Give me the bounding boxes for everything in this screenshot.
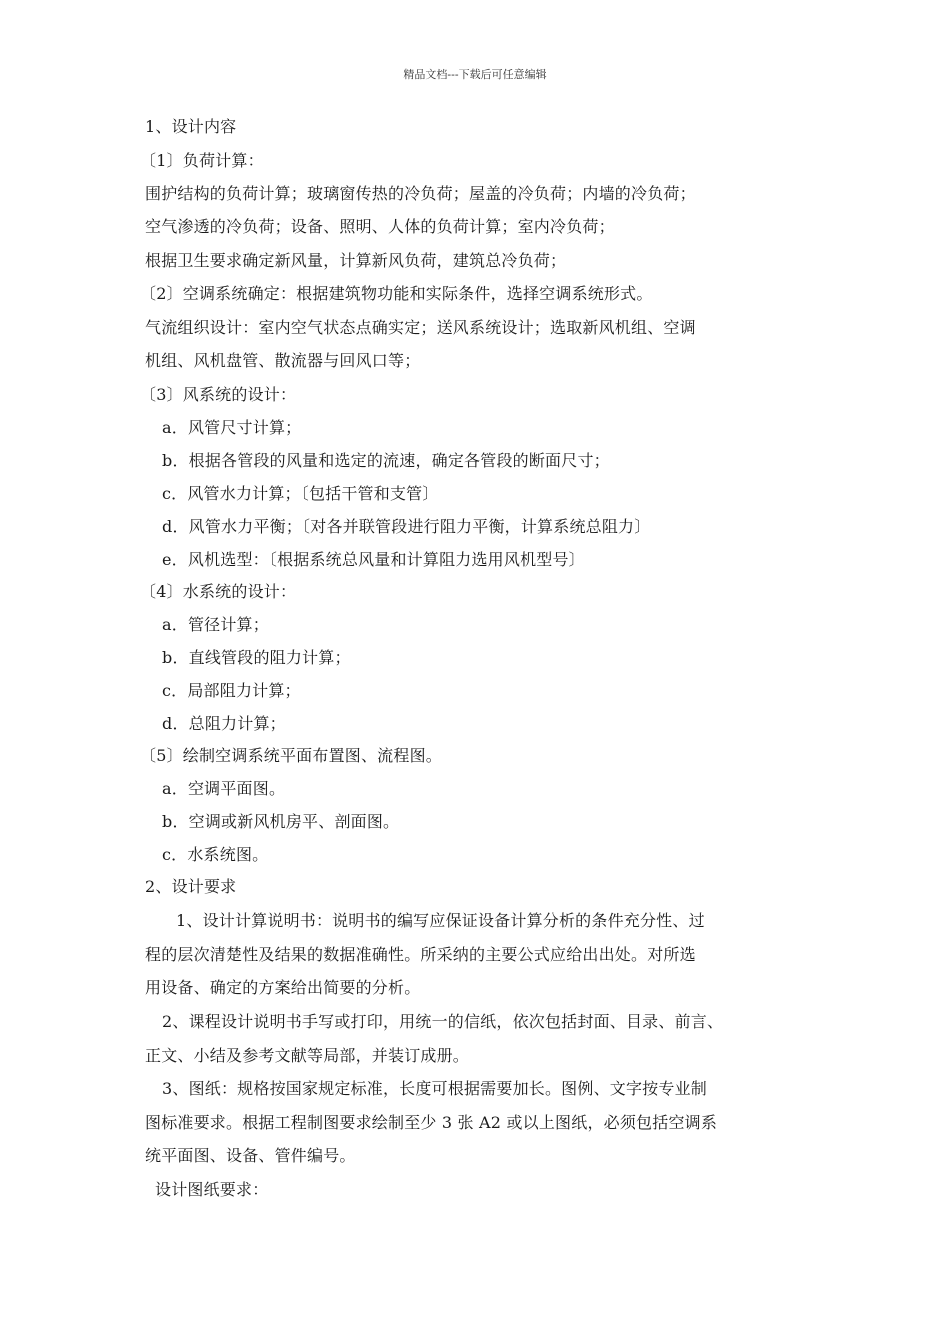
paragraph-line: 机组、风机盘管、散流器与回风口等；	[145, 351, 421, 370]
paragraph-line: 图标准要求。根据工程制图要求绘制至少 3 张 A2 或以上图纸，必须包括空调系	[145, 1113, 718, 1132]
paragraph-line: 1、设计计算说明书：说明书的编写应保证设备计算分析的条件充分性、过	[176, 911, 705, 930]
list-item: a．风管尺寸计算；	[162, 418, 302, 437]
list-item: c．风管水力计算；〔包括干管和支管〕	[162, 484, 439, 503]
list-item: b．直线管段的阻力计算；	[162, 648, 351, 667]
paragraph-line: 程的层次清楚性及结果的数据准确性。所采纳的主要公式应给出出处。对所选	[145, 945, 696, 964]
paragraph-line: 2、课程设计说明书手写或打印，用统一的信纸，依次包括封面、目录、前言、	[162, 1012, 724, 1031]
paragraph-line: 正文、小结及参考文献等局部，并装订成册。	[145, 1046, 470, 1065]
list-item: b．空调或新风机房平、剖面图。	[162, 812, 400, 831]
section-heading: 2、设计要求	[145, 877, 237, 896]
paragraph-line: 设计图纸要求：	[155, 1180, 269, 1199]
section-heading: 1、设计内容	[145, 117, 237, 136]
list-item: b．根据各管段的风量和选定的流速，确定各管段的断面尺寸；	[162, 451, 610, 470]
paragraph-line: 用设备、确定的方案给出简要的分析。	[145, 978, 421, 997]
subsection-heading: 〔2〕空调系统确定：根据建筑物功能和实际条件，选择空调系统形式。	[140, 284, 653, 303]
list-item: c．局部阻力计算；	[162, 681, 301, 700]
paragraph-line: 3、图纸：规格按国家规定标准，长度可根据需要加长。图例、文字按专业制	[162, 1079, 707, 1098]
subsection-heading: 〔4〕水系统的设计：	[140, 582, 297, 601]
list-item: a．空调平面图。	[162, 779, 286, 798]
subsection-heading: 〔1〕负荷计算：	[140, 151, 264, 170]
paragraph-line: 围护结构的负荷计算；玻璃窗传热的冷负荷；屋盖的冷负荷；内墙的冷负荷；	[145, 184, 696, 203]
list-item: a．管径计算；	[162, 615, 269, 634]
paragraph-line: 空气渗透的冷负荷；设备、照明、人体的负荷计算；室内冷负荷；	[145, 217, 615, 236]
list-item: d．风管水力平衡；〔对各并联管段进行阻力平衡，计算系统总阻力〕	[162, 517, 651, 536]
subsection-heading: 〔5〕绘制空调系统平面布置图、流程图。	[140, 746, 442, 765]
list-item: d．总阻力计算；	[162, 714, 286, 733]
paragraph-line: 统平面图、设备、管件编号。	[145, 1146, 356, 1165]
list-item: c．水系统图。	[162, 845, 269, 864]
subsection-heading: 〔3〕风系统的设计：	[140, 385, 297, 404]
paragraph-line: 根据卫生要求确定新风量，计算新风负荷，建筑总冷负荷；	[145, 251, 567, 270]
page-header: 精品文档---下载后可任意编辑	[403, 68, 547, 81]
paragraph-line: 气流组织设计：室内空气状态点确实定；送风系统设计；选取新风机组、空调	[145, 318, 696, 337]
list-item: e．风机选型：〔根据系统总风量和计算阻力选用风机型号〕	[162, 550, 585, 569]
